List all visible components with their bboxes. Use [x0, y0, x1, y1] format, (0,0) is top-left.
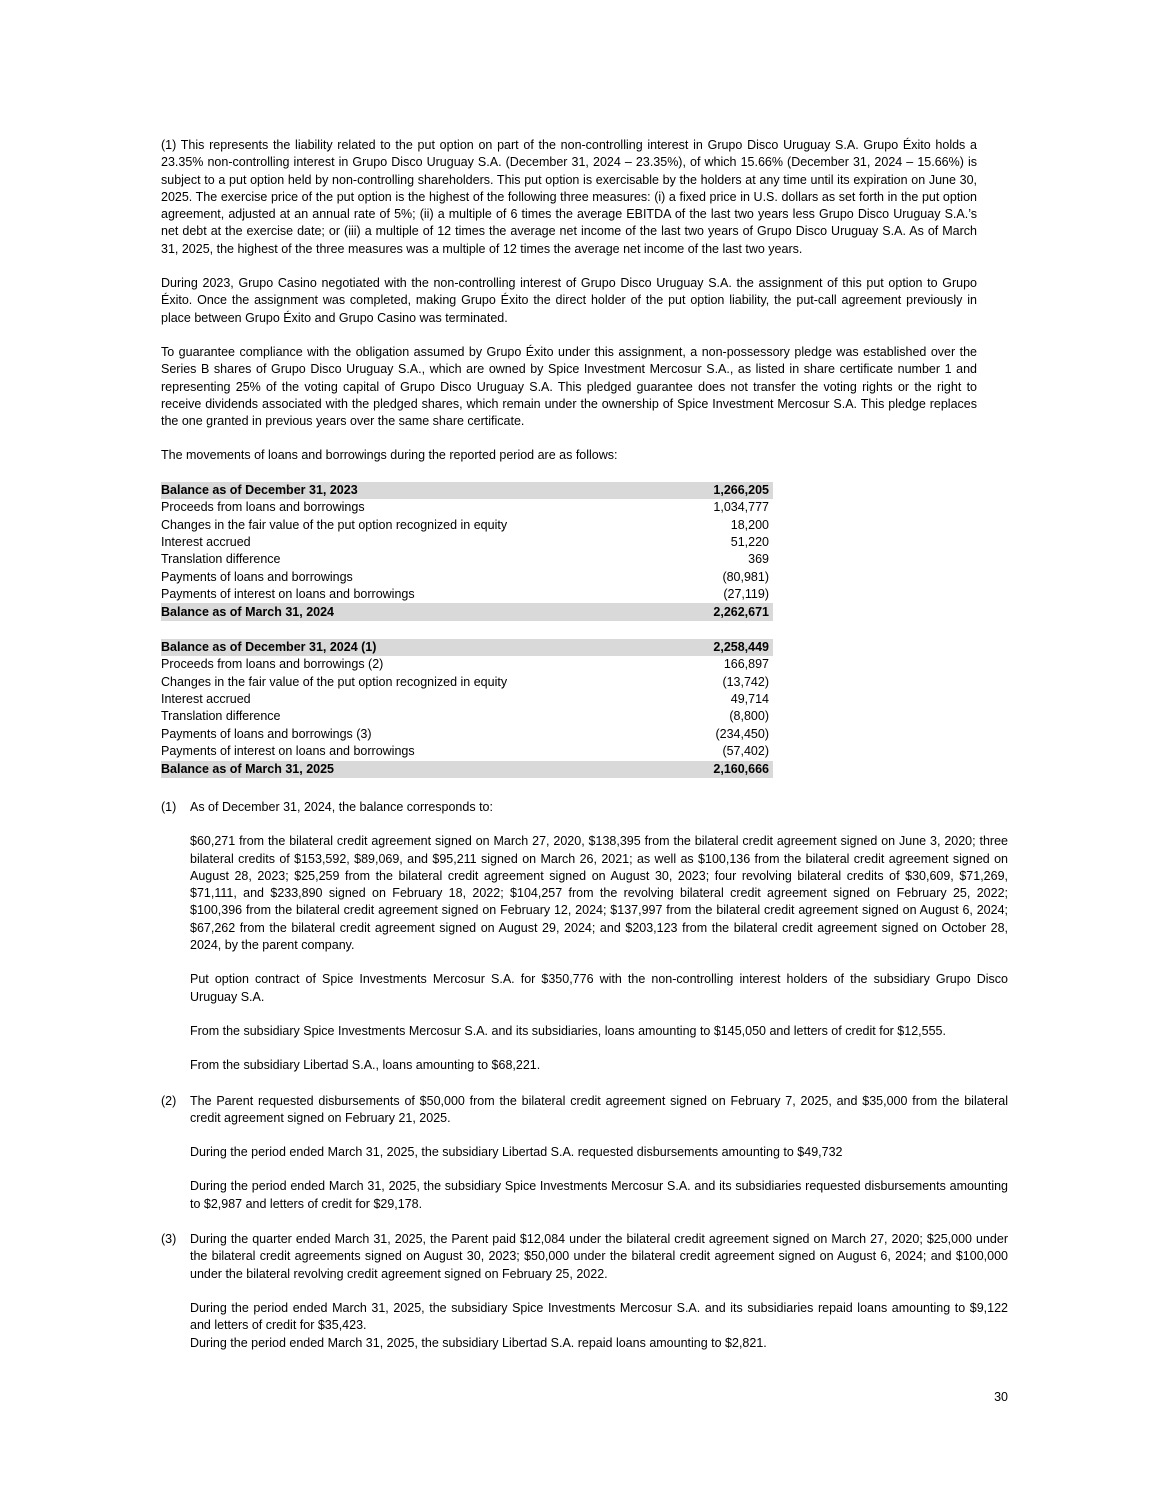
row-value: 1,034,777 — [713, 500, 769, 515]
loans-movements-table-2024 — [161, 482, 773, 621]
footnote-body — [190, 1231, 1008, 1352]
row-value: 51,220 — [730, 534, 769, 549]
row-label: Balance as of March 31, 2025 — [161, 761, 335, 776]
footnote-paragraph: Put option contract of Spice Investments Mercosur S.A. for $350,776 with the non-controlling interest holders of the subsidiary Grupo Disco Uruguay S.A. — [190, 972, 1008, 1004]
row-label: Payments of interest on loans and borrowings — [161, 744, 415, 759]
row-value: (234,450) — [715, 726, 769, 741]
row-label: Proceeds from loans and borrowings — [161, 500, 365, 515]
row-label: Proceeds from loans and borrowings (2) — [161, 657, 384, 672]
table-row — [161, 534, 773, 551]
footnote-paragraph: As of December 31, 2024, the balance corresponds to: — [190, 800, 493, 814]
table-row — [161, 603, 773, 620]
table-row — [161, 656, 773, 673]
row-value: 2,160,666 — [713, 761, 769, 776]
row-label: Interest accrued — [161, 534, 251, 549]
footnote-3 — [161, 1231, 1008, 1352]
footnote-body — [190, 799, 1008, 1075]
row-value: 166,897 — [723, 657, 769, 672]
row-value: 2,258,449 — [713, 639, 769, 654]
footnote-paragraph: During the period ended March 31, 2025, the subsidiary Spice Investments Mercosur S.A. and its subsidiaries requested disbursements amounting to $2,987 and letters of credit for $29,178. — [190, 1179, 1008, 1211]
table-row — [161, 674, 773, 691]
table-row — [161, 708, 773, 725]
row-value: 369 — [748, 552, 769, 567]
page-number: 30 — [994, 1390, 1008, 1404]
table-row — [161, 586, 773, 603]
row-label: Changes in the fair value of the put option recognized in equity — [161, 674, 508, 689]
table-row — [161, 761, 773, 778]
row-label: Payments of loans and borrowings (3) — [161, 726, 372, 741]
footnote-paragraph: $60,271 from the bilateral credit agreement signed on March 27, 2020, $138,395 from the bilateral credit agreement signed on June 3, 2020; three bilateral credits of $153,592, $89,069, and $95,211 signed on March 26, 2021; as well as $100,136 from the bilateral credit agreement signed on August 28, 2023; $25,259 from the bilateral credit agreement signed on August 30, 2023; four revolving bilateral credits of $30,609, $71,269, $71,111, and $233,890 signed on February 18, 2022; $104,257 from the revolving bilateral credit agreement signed on February 25, 2022; $100,396 from the bilateral credit agreement signed on February 12, 2024; $137,997 from the bilateral credit agreement signed on August 6, 2024; $67,262 from the bilateral credit agreement signed on August 29, 2024; and $203,123 from the bilateral credit agreement signed on October 28, 2024, by the parent company. — [190, 834, 1008, 953]
put-option-liability-paragraph: (1) This represents the liability related to the put option on part of the non-controlling interest in Grupo Disco Uruguay S.A. Grupo Éxito holds a 23.35% non-controlling interest in Grupo Disco Uruguay S.A. (December 31, 2024 – 23.35%), of which 15.66% (December 31, 2024 – 15.66%) is subject to a put option held by non-controlling shareholders. This put option is exercisable by the holders at any time until its expiration on June 30, 2025. The exercise price of the put option is the highest of the following three measures: (i) a fixed price in U.S. dollars as set forth in the put option agreement, adjusted at an annual rate of 5%; (ii) a multiple of 6 times the average EBITDA of the last two years less Grupo Disco Uruguay S.A.’s net debt at the exercise date; or (iii) a multiple of 12 times the average net income of the last two years of Grupo Disco Uruguay S.A. As of March 31, 2025, the highest of the three measures was a multiple of 12 times the average net income of the last two years. — [161, 138, 977, 256]
table-row — [161, 499, 773, 516]
row-value: (8,800) — [729, 709, 769, 724]
row-value: (27,119) — [723, 587, 769, 602]
table-row — [161, 569, 773, 586]
footnote-marker: (2) — [161, 1093, 177, 1108]
table-row — [161, 691, 773, 708]
footnote-paragraph: The Parent requested disbursements of $50,000 from the bilateral credit agreement signed on February 7, 2025, and $35,000 from the bilateral credit agreement signed on February 21, 2025. — [190, 1093, 1008, 1125]
page-content — [161, 137, 1009, 1352]
row-value: 49,714 — [730, 692, 769, 707]
row-label: Balance as of December 31, 2024 (1) — [161, 639, 377, 654]
row-value: (57,402) — [722, 744, 769, 759]
table-row — [161, 639, 773, 656]
put-option-assignment-paragraph: During 2023, Grupo Casino negotiated with the non-controlling interest of Grupo Disco Uruguay S.A. the assignment of this put option to Grupo Éxito. Once the assignment was completed, making Grupo Éxito the direct holder of the put option liability, the put-call agreement previously in place between Grupo Éxito and Grupo Casino was terminated. — [161, 276, 977, 325]
loans-movements-table-2025 — [161, 639, 773, 778]
row-value: (13,742) — [722, 674, 769, 689]
row-label: Translation difference — [161, 552, 281, 567]
row-value: 2,262,671 — [713, 604, 769, 619]
row-label: Payments of interest on loans and borrowings — [161, 587, 415, 602]
pledge-guarantee-paragraph: To guarantee compliance with the obligation assumed by Grupo Éxito under this assignment, a non-possessory pledge was established over the Series B shares of Grupo Disco Uruguay S.A., which are owned by Spice Investment Mercosur S.A., as listed in share certificate number 1 and representing 25% of the voting capital of Grupo Disco Uruguay S.A. This pledged guarantee does not transfer the voting rights or the right to receive dividends associated with the pledged shares, which remain under the ownership of Spice Investment Mercosur S.A. This pledge replaces the one granted in previous years over the same share certificate. — [161, 344, 977, 429]
footnote-paragraph: During the period ended March 31, 2025, the subsidiary Libertad S.A. requested disbursements amounting to $49,732 — [190, 1145, 843, 1160]
row-label: Payments of loans and borrowings — [161, 569, 353, 584]
table-row — [161, 743, 773, 760]
table-row — [161, 551, 773, 568]
row-label: Balance as of December 31, 2023 — [161, 482, 358, 497]
footnote-marker: (1) — [161, 800, 177, 814]
footnote-paragraph: During the quarter ended March 31, 2025, the Parent paid $12,084 under the bilateral credit agreement signed on March 27, 2020; $25,000 under the bilateral credit agreements signed on August 30, 2023; $50,000 under the bilateral credit agreement signed on August 6, 2024; and $100,000 under the bilateral revolving credit agreement signed on February 25, 2022. — [190, 1232, 1008, 1281]
footnote-paragraph: From the subsidiary Spice Investments Mercosur S.A. and its subsidiaries, loans amounting to $145,050 and letters of credit for $12,555. — [190, 1023, 946, 1038]
table-row — [161, 726, 773, 743]
footnote-paragraph: From the subsidiary Libertad S.A., loans amounting to $68,221. — [190, 1058, 541, 1073]
row-value: 18,200 — [730, 517, 769, 532]
footnote-1 — [161, 799, 1008, 1075]
footnote-body — [190, 1093, 1008, 1213]
footnote-marker: (3) — [161, 1232, 177, 1247]
row-label: Interest accrued — [161, 692, 251, 707]
row-label: Translation difference — [161, 709, 281, 724]
footnote-paragraph: During the period ended March 31, 2025, the subsidiary Spice Investments Mercosur S.A. and its subsidiaries repaid loans amounting to $9,122 and letters of credit for $35,423. — [190, 1300, 1008, 1333]
table-row — [161, 517, 773, 534]
row-value: 1,266,205 — [713, 482, 769, 497]
footnote-2 — [161, 1093, 1008, 1213]
footnote-paragraph: During the period ended March 31, 2025, the subsidiary Libertad S.A. repaid loans amounting to $2,821. — [190, 1335, 767, 1350]
table-row — [161, 482, 773, 499]
row-label: Balance as of March 31, 2024 — [161, 604, 335, 619]
movements-table-intro: The movements of loans and borrowings during the reported period are as follows: — [161, 448, 618, 463]
row-value: (80,981) — [722, 569, 769, 584]
row-label: Changes in the fair value of the put option recognized in equity — [161, 517, 508, 532]
